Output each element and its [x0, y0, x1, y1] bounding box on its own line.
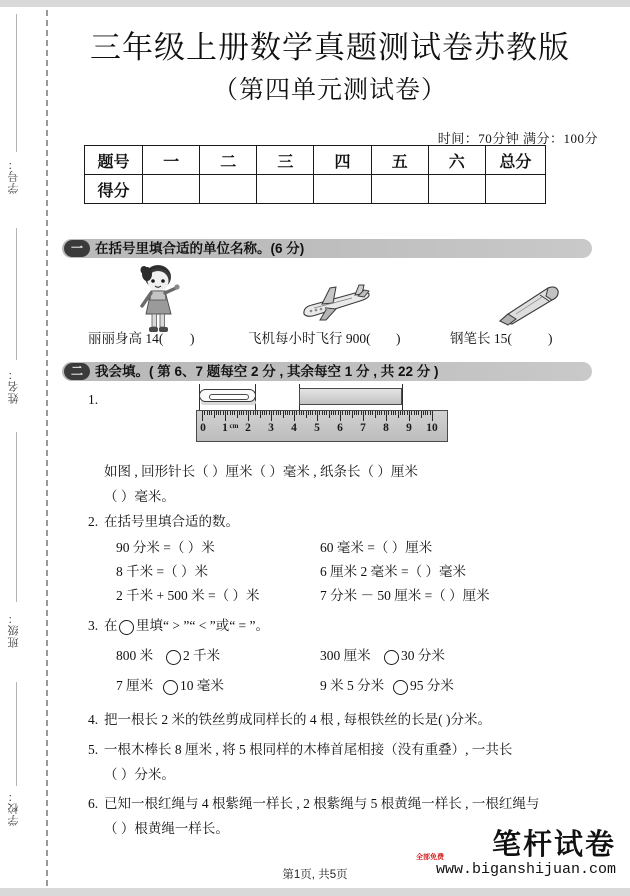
- ruler-label-2: 2: [245, 422, 251, 434]
- q2-prompt: 在括号里填合适的数。: [104, 514, 239, 529]
- ruler-label-8: 8: [383, 422, 389, 434]
- page-edge-bottom: [0, 888, 630, 896]
- margin-label-class: 班级：: [8, 612, 20, 648]
- q3-row-1-left-b: 2 千米: [183, 648, 221, 663]
- ruler-label-9: 9: [406, 422, 412, 434]
- score-table-header-5: 五: [371, 146, 428, 175]
- page-edge-top: [0, 0, 630, 7]
- score-table-row-label-score: 得分: [85, 175, 143, 204]
- table-row-question-numbers: [85, 146, 546, 175]
- q3-answer-circle-2[interactable]: [384, 650, 399, 665]
- margin-label-student-id: 学号：: [8, 158, 20, 194]
- q2-row-2-left[interactable]: 8 千米 =（ ）米: [116, 564, 208, 579]
- ruler-label-10: 10: [426, 422, 438, 434]
- score-cell-total[interactable]: [485, 175, 545, 204]
- q2-number: 2.: [88, 514, 99, 529]
- ruler-label-7: 7: [360, 422, 366, 434]
- score-table-header-2: 二: [200, 146, 257, 175]
- q3-row-2-left-b: 10 毫米: [180, 678, 224, 693]
- section-number-2: 二: [64, 363, 90, 380]
- girl-illustration: [132, 262, 188, 336]
- paper-strip-object: [299, 388, 402, 405]
- ruler-figure: [196, 384, 448, 442]
- score-cell-3[interactable]: [257, 175, 314, 204]
- section1-item-1-label: 丽丽身高 14(: [88, 331, 164, 346]
- page-subtitle: （第四单元测试卷）: [212, 77, 447, 104]
- exam-meta-time-score: 时间：70分钟 满分：100分: [437, 131, 598, 146]
- q5-number: 5.: [88, 742, 99, 757]
- score-cell-1[interactable]: [143, 175, 200, 204]
- table-row-scores: [85, 175, 546, 204]
- q4-number: 4.: [88, 712, 99, 727]
- q3-row-2-right-b: 95 分米: [410, 678, 454, 693]
- q5-line-1: 一根木棒长 8 厘米 , 将 5 根同样的木棒首尾相接（没有重叠）, 一共长: [104, 742, 513, 757]
- q3-prompt-circle[interactable]: [119, 620, 134, 635]
- section1-item-3-close[interactable]: ): [548, 331, 553, 346]
- q3-answer-circle-1[interactable]: [166, 650, 181, 665]
- q3-prompt-a: 在: [104, 618, 118, 633]
- section1-item-2-label: 飞机每小时飞行 900(: [248, 331, 371, 346]
- margin-rule-3: [16, 432, 17, 602]
- q5-line-2[interactable]: （ ）分米。: [104, 767, 175, 782]
- ruler-label-3: 3: [268, 422, 274, 434]
- watermark-free-badge: 全部免费: [416, 854, 444, 861]
- section1-item-1-close[interactable]: ): [190, 331, 195, 346]
- q2-row-1-right[interactable]: 60 毫米 =（ ）厘米: [320, 540, 433, 555]
- q3-answer-circle-3[interactable]: [163, 680, 178, 695]
- score-table-header-4: 四: [314, 146, 371, 175]
- q3-answer-circle-4[interactable]: [393, 680, 408, 695]
- ruler-label-unit-cm: cm: [229, 422, 239, 430]
- q3-prompt-b: 里填“ > ”“ < ”或“ = ”。: [136, 618, 270, 633]
- score-cell-6[interactable]: [428, 175, 485, 204]
- q6-line-2[interactable]: （ ）根黄绳一样长。: [104, 821, 229, 836]
- score-cell-2[interactable]: [200, 175, 257, 204]
- watermark-logo: [416, 822, 616, 878]
- score-table-header-total: 总分: [485, 146, 545, 175]
- q2-row-2-right[interactable]: 6 厘米 2 毫米 =（ ）毫米: [320, 564, 466, 579]
- ruler-label-0: 0: [200, 422, 206, 434]
- airplane-illustration: [300, 284, 374, 324]
- q1-line-1[interactable]: 如图 , 回形针长（ ）厘米（ ）毫米 , 纸条长（ ）厘米: [104, 464, 418, 479]
- margin-label-name: 姓名：: [8, 368, 20, 404]
- q3-row-2-right-a: 9 米 5 分米: [320, 678, 385, 693]
- paperclip-object: [199, 389, 256, 402]
- section-bar-2: [62, 362, 592, 381]
- margin-rule-1: [16, 14, 17, 152]
- score-table-header-1: 一: [143, 146, 200, 175]
- score-cell-5[interactable]: [371, 175, 428, 204]
- page-title: 三年级上册数学真题测试卷苏教版: [90, 30, 570, 65]
- q3-number: 3.: [88, 618, 99, 633]
- page-number-footer: 第1页, 共5页: [282, 869, 348, 881]
- q4-text[interactable]: 把一根长 2 米的铁丝剪成同样长的 4 根 , 每根铁丝的长是( )分米。: [104, 712, 491, 727]
- score-table-header-3: 三: [257, 146, 314, 175]
- ruler-label-6: 6: [337, 422, 343, 434]
- section1-item-2-close[interactable]: ): [396, 331, 401, 346]
- paperclip-inner: [209, 394, 249, 400]
- margin-label-school: 学校：: [8, 790, 20, 826]
- margin-rule-4: [16, 682, 17, 786]
- q2-row-3-left[interactable]: 2 千米 + 500 米 =（ ）米: [116, 588, 260, 603]
- q3-row-1-left-a: 800 米: [116, 648, 154, 663]
- score-table: [84, 145, 546, 204]
- binding-seam-dashed-line: [46, 10, 48, 886]
- q6-line-1: 已知一根红绳与 4 根紫绳一样长 , 2 根紫绳与 5 根黄绳一样长 , 一根红绳与: [104, 796, 540, 811]
- q6-number: 6.: [88, 796, 99, 811]
- score-cell-4[interactable]: [314, 175, 371, 204]
- section1-item-3-label: 钢笔长 15(: [450, 331, 512, 346]
- q1-number: 1.: [88, 392, 99, 407]
- section-bar-1: [62, 239, 592, 258]
- section-number-1: 一: [64, 240, 90, 257]
- q3-row-1-right-b: 30 分米: [401, 648, 445, 663]
- watermark-url: www.biganshijuan.com: [435, 861, 616, 878]
- margin-rule-2: [16, 228, 17, 360]
- section-title-1: 在括号里填合适的单位名称。(6 分): [95, 241, 305, 256]
- score-table-row-label: 题号: [85, 146, 143, 175]
- ruler-label-1: 1: [222, 422, 228, 434]
- pen-illustration: [496, 286, 562, 326]
- score-table-header-6: 六: [428, 146, 485, 175]
- q3-row-2-left-a: 7 厘米: [116, 678, 154, 693]
- ruler-label-5: 5: [314, 422, 320, 434]
- ruler-tick-labels: [196, 422, 448, 440]
- q1-line-2[interactable]: （ ）毫米。: [104, 489, 175, 504]
- section-title-2: 我会填。( 第 6、7 题每空 2 分 , 其余每空 1 分 , 共 22 分 ): [95, 364, 439, 379]
- ruler-label-4: 4: [291, 422, 297, 434]
- watermark-brand-name: 笔杆试卷: [491, 829, 616, 861]
- q2-row-3-right[interactable]: 7 分米 － 50 厘米 =（ ）厘米: [320, 588, 490, 603]
- q3-row-1-right-a: 300 厘米: [320, 648, 371, 663]
- q2-row-1-left[interactable]: 90 分米 =（ ）米: [116, 540, 215, 555]
